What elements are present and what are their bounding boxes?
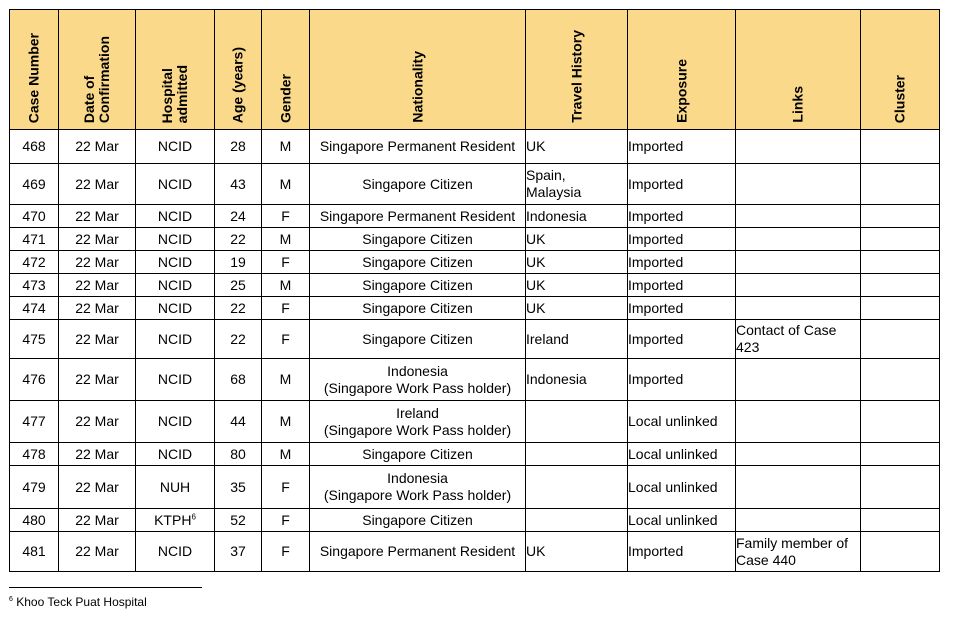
cell-case-number: 475 <box>10 320 59 359</box>
cell-exposure: Imported <box>628 228 736 251</box>
cell-hospital: NCID <box>136 532 215 572</box>
cell-case-number: 472 <box>10 251 59 274</box>
cell-cluster <box>861 205 940 228</box>
cell-links <box>736 228 861 251</box>
cell-links <box>736 251 861 274</box>
cell-nationality: Singapore Permanent Resident <box>310 205 526 228</box>
cell-links <box>736 130 861 164</box>
cell-exposure: Local unlinked <box>628 509 736 532</box>
table-row <box>10 164 940 205</box>
cell-age: 43 <box>215 164 262 205</box>
cell-cluster <box>861 130 940 164</box>
cell-hospital: NCID <box>136 320 215 359</box>
cell-gender: M <box>262 228 310 251</box>
cell-case-number: 479 <box>10 466 59 509</box>
cell-hospital: KTPH$^6$ <box>136 509 215 532</box>
cell-hospital: NCID <box>136 205 215 228</box>
footnote-mark: 6 <box>9 596 13 603</box>
table-row <box>10 359 940 401</box>
cell-cluster <box>861 509 940 532</box>
table-row <box>10 466 940 509</box>
cell-gender: M <box>262 401 310 443</box>
cell-age: 68 <box>215 359 262 401</box>
cell-case-number: 469 <box>10 164 59 205</box>
header-links: Links <box>736 10 861 130</box>
cell-links: Contact of Case 423 <box>736 320 861 359</box>
cell-gender: M <box>262 443 310 466</box>
cell-cluster <box>861 228 940 251</box>
table-row <box>10 205 940 228</box>
cell-links <box>736 297 861 320</box>
cell-exposure: Imported <box>628 297 736 320</box>
cell-cluster <box>861 320 940 359</box>
cell-exposure: Imported <box>628 130 736 164</box>
cell-links <box>736 274 861 297</box>
case-table <box>9 9 940 572</box>
cell-gender: M <box>262 359 310 401</box>
header-age: Age (years) <box>215 10 262 130</box>
cell-nationality: Singapore Citizen <box>310 164 526 205</box>
cell-nationality: Singapore Citizen <box>310 320 526 359</box>
cell-travel: UK <box>526 297 628 320</box>
table-body <box>10 130 940 572</box>
cell-age: 25 <box>215 274 262 297</box>
cell-links <box>736 359 861 401</box>
cell-travel <box>526 443 628 466</box>
cell-age: 52 <box>215 509 262 532</box>
header-exposure: Exposure <box>628 10 736 130</box>
cell-date: 22 Mar <box>59 532 136 572</box>
cell-travel: Indonesia <box>526 205 628 228</box>
cell-date: 22 Mar <box>59 509 136 532</box>
cell-gender: M <box>262 274 310 297</box>
cell-travel: UK <box>526 228 628 251</box>
header-hospital: Hospital admitted <box>136 10 215 130</box>
cell-travel: Spain, Malaysia <box>526 164 628 205</box>
cell-gender: M <box>262 164 310 205</box>
cell-travel <box>526 401 628 443</box>
cell-case-number: 471 <box>10 228 59 251</box>
footnote-rule <box>9 587 202 588</box>
cell-travel: UK <box>526 251 628 274</box>
cell-links <box>736 164 861 205</box>
cell-travel: Ireland <box>526 320 628 359</box>
cell-hospital: NCID <box>136 274 215 297</box>
cell-date: 22 Mar <box>59 401 136 443</box>
cell-date: 22 Mar <box>59 320 136 359</box>
cell-exposure: Imported <box>628 251 736 274</box>
cell-nationality: Singapore Citizen <box>310 251 526 274</box>
cell-age: 22 <box>215 297 262 320</box>
table-row <box>10 228 940 251</box>
cell-date: 22 Mar <box>59 443 136 466</box>
cell-age: 44 <box>215 401 262 443</box>
cell-nationality: Singapore Permanent Resident <box>310 532 526 572</box>
cell-date: 22 Mar <box>59 251 136 274</box>
cell-cluster <box>861 532 940 572</box>
cell-age: 37 <box>215 532 262 572</box>
cell-cluster <box>861 466 940 509</box>
table-row <box>10 532 940 572</box>
cell-hospital: NCID <box>136 130 215 164</box>
cell-cluster <box>861 164 940 205</box>
cell-links <box>736 466 861 509</box>
table-row <box>10 251 940 274</box>
table-row <box>10 320 940 359</box>
cell-age: 24 <box>215 205 262 228</box>
header-date: Date of Confirmation <box>59 10 136 130</box>
cell-travel <box>526 466 628 509</box>
cell-hospital: NUH <box>136 466 215 509</box>
cell-gender: F <box>262 320 310 359</box>
cell-cluster <box>861 251 940 274</box>
cell-cluster <box>861 401 940 443</box>
cell-travel <box>526 509 628 532</box>
cell-exposure: Imported <box>628 359 736 401</box>
cell-nationality: Singapore Citizen <box>310 443 526 466</box>
cell-date: 22 Mar <box>59 130 136 164</box>
cell-nationality: Indonesia (Singapore Work Pass holder) <box>310 359 526 401</box>
table-row <box>10 401 940 443</box>
header-cluster: Cluster <box>861 10 940 130</box>
cell-case-number: 476 <box>10 359 59 401</box>
table-row <box>10 509 940 532</box>
cell-age: 22 <box>215 228 262 251</box>
cell-hospital: NCID <box>136 164 215 205</box>
cell-cluster <box>861 297 940 320</box>
cell-cluster <box>861 443 940 466</box>
cell-hospital: NCID <box>136 251 215 274</box>
cell-age: 19 <box>215 251 262 274</box>
cell-date: 22 Mar <box>59 466 136 509</box>
cell-cluster <box>861 274 940 297</box>
cell-date: 22 Mar <box>59 164 136 205</box>
cell-age: 22 <box>215 320 262 359</box>
footnote <box>9 595 147 609</box>
header-case-number: Case Number <box>10 10 59 130</box>
cell-gender: F <box>262 297 310 320</box>
cell-gender: F <box>262 532 310 572</box>
cell-hospital: NCID <box>136 443 215 466</box>
header-travel: Travel History <box>526 10 628 130</box>
header-gender: Gender <box>262 10 310 130</box>
cell-exposure: Local unlinked <box>628 401 736 443</box>
cell-date: 22 Mar <box>59 228 136 251</box>
cell-exposure: Local unlinked <box>628 443 736 466</box>
cell-date: 22 Mar <box>59 359 136 401</box>
cell-nationality: Ireland (Singapore Work Pass holder) <box>310 401 526 443</box>
cell-age: 35 <box>215 466 262 509</box>
cell-case-number: 480 <box>10 509 59 532</box>
footnote-ref: 6 <box>191 511 196 521</box>
cell-case-number: 474 <box>10 297 59 320</box>
table-row <box>10 130 940 164</box>
cell-nationality: Indonesia (Singapore Work Pass holder) <box>310 466 526 509</box>
cell-nationality: Singapore Citizen <box>310 509 526 532</box>
cell-case-number: 477 <box>10 401 59 443</box>
cell-exposure: Imported <box>628 274 736 297</box>
header-nationality: Nationality <box>310 10 526 130</box>
cell-date: 22 Mar <box>59 274 136 297</box>
cell-gender: F <box>262 509 310 532</box>
cell-hospital: NCID <box>136 228 215 251</box>
cell-case-number: 478 <box>10 443 59 466</box>
cell-case-number: 468 <box>10 130 59 164</box>
cell-exposure: Imported <box>628 320 736 359</box>
cell-hospital: NCID <box>136 297 215 320</box>
cell-age: 28 <box>215 130 262 164</box>
cell-exposure: Imported <box>628 205 736 228</box>
cell-case-number: 470 <box>10 205 59 228</box>
cell-gender: F <box>262 251 310 274</box>
cell-links <box>736 205 861 228</box>
cell-date: 22 Mar <box>59 205 136 228</box>
cell-cluster <box>861 359 940 401</box>
cell-gender: F <box>262 466 310 509</box>
cell-nationality: Singapore Permanent Resident <box>310 130 526 164</box>
cell-case-number: 473 <box>10 274 59 297</box>
cell-links <box>736 443 861 466</box>
cell-nationality: Singapore Citizen <box>310 274 526 297</box>
cell-date: 22 Mar <box>59 297 136 320</box>
table-row <box>10 297 940 320</box>
cell-links: Family member of Case 440 <box>736 532 861 572</box>
table-row <box>10 274 940 297</box>
cell-nationality: Singapore Citizen <box>310 228 526 251</box>
cell-exposure: Imported <box>628 164 736 205</box>
cell-travel: UK <box>526 274 628 297</box>
cell-gender: F <box>262 205 310 228</box>
cell-travel: UK <box>526 532 628 572</box>
cell-age: 80 <box>215 443 262 466</box>
cell-gender: M <box>262 130 310 164</box>
cell-exposure: Local unlinked <box>628 466 736 509</box>
cell-hospital: NCID <box>136 359 215 401</box>
table-row <box>10 443 940 466</box>
cell-hospital: NCID <box>136 401 215 443</box>
cell-exposure: Imported <box>628 532 736 572</box>
cell-nationality: Singapore Citizen <box>310 297 526 320</box>
header-row <box>10 10 940 130</box>
footnote-text: Khoo Teck Puat Hospital <box>16 595 147 609</box>
cell-travel: Indonesia <box>526 359 628 401</box>
cell-links <box>736 401 861 443</box>
cell-travel: UK <box>526 130 628 164</box>
cell-links <box>736 509 861 532</box>
cell-case-number: 481 <box>10 532 59 572</box>
